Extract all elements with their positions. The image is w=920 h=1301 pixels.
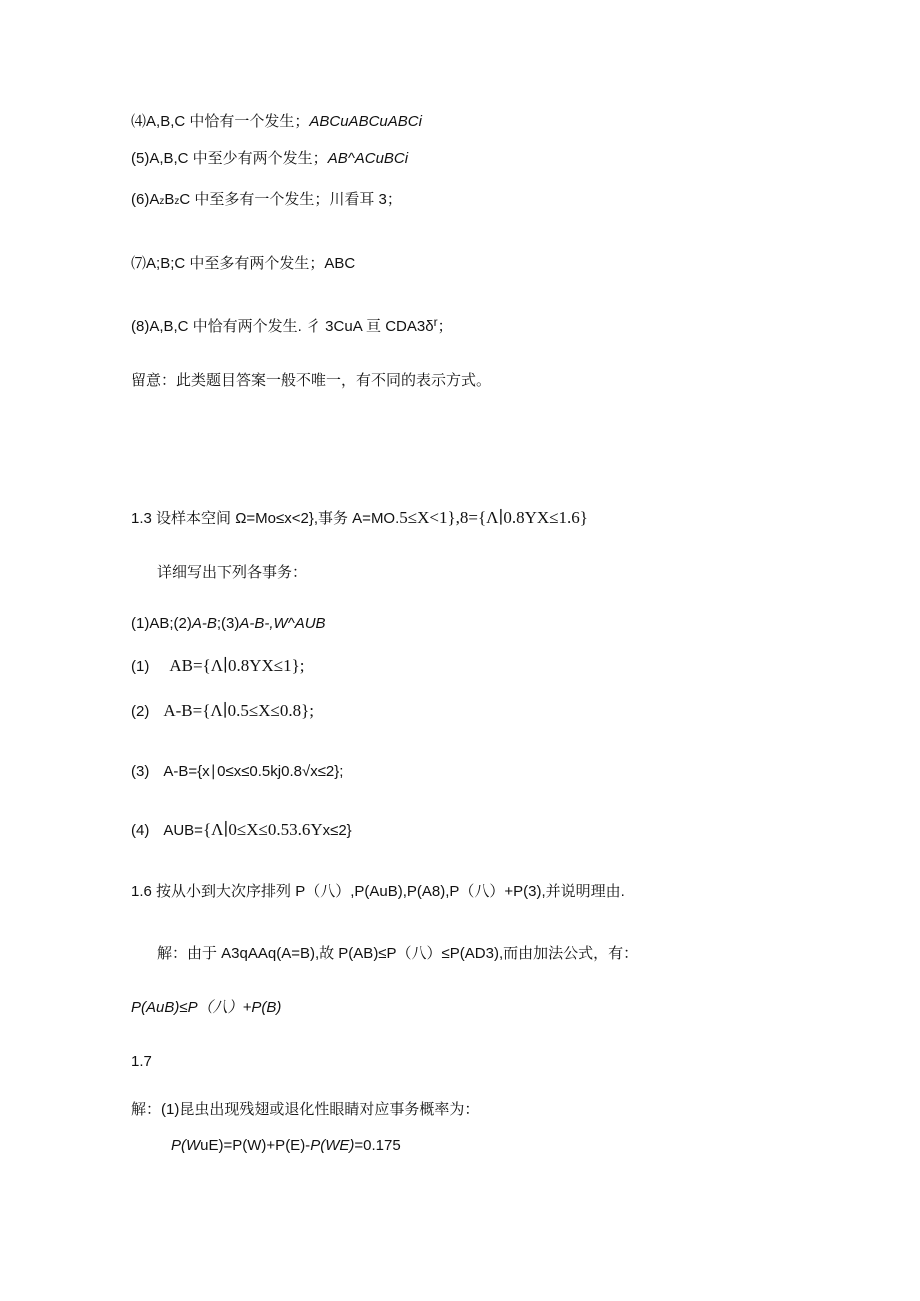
item-5 xyxy=(131,149,408,169)
item-8-tail: ； xyxy=(437,318,453,335)
parts-a: (1)AB;(2) xyxy=(131,615,192,632)
item-8-text: (8)A,B,C 中恰有两个发生. 彳 3CuA 亘 CDA3δ xyxy=(131,318,434,335)
formula-c: P(WE) xyxy=(310,1137,355,1154)
problem-1-7-solution: 解：(1)昆虫出现残翅或退化性眼睛对应事务概率为： xyxy=(131,1101,480,1118)
answer-4-a: AUB= xyxy=(163,822,203,839)
item-8-superscript: r xyxy=(433,315,438,329)
answer-4-label: (4) xyxy=(131,822,150,839)
problem-1-3-intro xyxy=(131,508,588,529)
answer-1 xyxy=(131,656,305,677)
item-4-expression: ABCuABCuABCi xyxy=(309,113,422,130)
item-5-expression: AB^ACuBCi xyxy=(327,150,409,167)
problem-1-7-heading: 1.7 xyxy=(131,1053,152,1070)
item-6-text: C 中至多有一个发生；川看耳 3； xyxy=(179,191,402,208)
answer-2-text: A-B={Λ∣0.5≤X≤0.8}; xyxy=(163,701,314,720)
formula-d: =0.175 xyxy=(354,1137,401,1154)
item-7-text: A;B;C 中至多有两个发生；ABC xyxy=(146,255,356,272)
item-6-mid: B xyxy=(164,191,175,208)
answer-2 xyxy=(131,701,314,722)
item-4 xyxy=(131,112,422,132)
answer-2-label: (2) xyxy=(131,703,150,720)
parts-d: A-B-,W^AUB xyxy=(239,615,326,632)
answer-3 xyxy=(131,762,343,782)
item-4-number: ⑷ xyxy=(131,113,147,130)
item-6-sub2: z xyxy=(174,196,180,207)
item-5-text: (5)A,B,C 中至少有两个发生； xyxy=(131,150,328,167)
problem-1-3-intro-a: 1.3 设样本空间 Ω=Mo≤x<2},事务 A=MO. xyxy=(131,510,400,527)
answer-4 xyxy=(131,820,352,841)
answer-4-c: x≤2} xyxy=(322,822,352,839)
parts-c: ;(3) xyxy=(216,615,240,632)
problem-1-3-instruction: 详细写出下列各事务： xyxy=(157,564,308,581)
problem-1-3-intro-b: 5≤X<1},8={Λ∣0.8YX≤1.6} xyxy=(399,508,588,527)
answer-1-label: (1) xyxy=(131,658,150,675)
problem-1-6-formula: P(AuB)≤P（八）+P(B) xyxy=(131,999,282,1016)
item-7-number: ⑺ xyxy=(131,255,147,272)
item-8 xyxy=(131,317,453,337)
answer-3-label: (3) xyxy=(131,763,150,780)
parts-b: A-B xyxy=(191,615,217,632)
item-6-sub1: z xyxy=(159,196,165,207)
item-4-text: A,B,C 中恰有一个发生； xyxy=(146,113,310,130)
problem-1-6-question: 1.6 按从小到大次序排列 P（八）,P(AuB),P(A8),P（八）+P(3),并说明理由. xyxy=(131,883,625,900)
problem-1-3-parts xyxy=(131,614,326,634)
formula-a: P(W xyxy=(171,1137,201,1154)
problem-1-6-solution: 解：由于 A3qAAq(A=B),故 P(AB)≤P（八）≤P(AD3),而由加法公式，有： xyxy=(157,945,639,962)
answer-4-b: {Λ∣0≤X≤0.53.6Y xyxy=(202,820,323,839)
answer-1-text: AB={Λ∣0.8YX≤1}; xyxy=(169,656,305,675)
note-text: 留意：此类题目答案一般不唯一，有不同的表示方式。 xyxy=(131,372,492,389)
answer-3-text: A-B={x∣0≤x≤0.5kj0.8√x≤2}; xyxy=(163,763,344,780)
formula-b: uE)=P(W)+P(E)- xyxy=(200,1137,311,1154)
item-6 xyxy=(131,190,402,212)
problem-1-7-formula xyxy=(171,1136,401,1156)
item-6-prefix: (6)A xyxy=(131,191,160,208)
item-7 xyxy=(131,254,355,274)
